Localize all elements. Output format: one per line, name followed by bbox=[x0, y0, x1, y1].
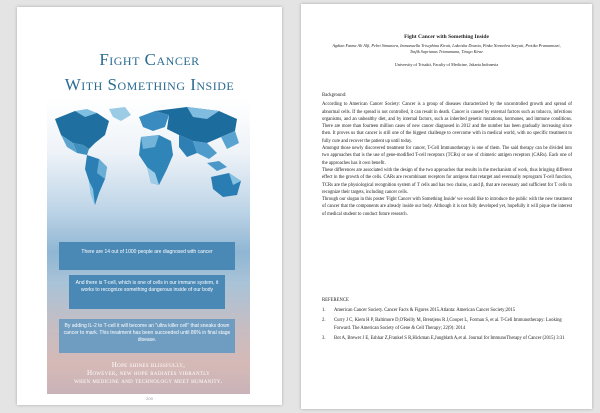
poster-panel bbox=[47, 99, 250, 394]
poster-page bbox=[17, 7, 282, 405]
world-map-illustration bbox=[47, 105, 250, 223]
page-number: 209 bbox=[146, 396, 153, 401]
author-list: Agdian Fatma Ali Alfi, Pebri Simanora, Immanuella Trisephina Kirait, Lakeisha Deania, Pinka Nennebra Suryati, Pretika Pramamsari, Tasfik Saprianus Trianamana, Tirago Kirae bbox=[332, 43, 561, 54]
slogan-line1: Hope shines blissfully, bbox=[111, 361, 186, 369]
reference-number: 2. bbox=[322, 318, 326, 324]
cancer-statistic-text: There are 14 out of 1000 people are diagnosed with cancer bbox=[81, 249, 213, 255]
tcell-info-box bbox=[69, 275, 225, 309]
body-paragraph: Amongst those newly discovered treatment for cancer, T-Cell Immunotherapy is one of them. The said therapy can be divided into two approaches that is the use of gene-modified T-cell receptors (TCRs) or use of chimeric antigen receptors (CARs). Each one of the approaches has it own benefit. bbox=[322, 146, 572, 166]
reference-heading: REFERENCE bbox=[322, 298, 349, 303]
reference-item bbox=[322, 317, 572, 332]
poster-title bbox=[17, 47, 282, 97]
body-paragraph: These differences are associated with the design of the two approaches that results in the mechanism of work, thus bringing different effect in the growth of the cells. CARs are recombinant receptors for antigens that retarget and eventually reprogram T-cell function, TCRs are the physiological recognition system of T cells and has two chains, α and β, that are necessary and sufficient for T cells to recognize their targets, including cancer cells. bbox=[322, 167, 572, 195]
slogan-line2: However, new hope radiates vibrantly bbox=[87, 369, 210, 377]
abstract-body bbox=[322, 92, 572, 218]
body-paragraph: Through our slogan in this poster 'Fight Cancer with Something Inside' we would like to introduce the public with the new treatment of cancer that the components are already inside our body. Although it is not fully developed yet, hopefully it will pique the interest of medical student to conduct future research. bbox=[322, 197, 572, 217]
reference-text: Curry J C, Kiem H P, Baltimore D,O'Reilly M, Brentjens R J,Cooper L, Forman S, et al. T-Cell Immunotherapy: Looking Forward. The American Society of Gene & Cell Therapy; 22(9): 2014 bbox=[334, 318, 562, 331]
reference-list bbox=[322, 307, 572, 345]
body-paragraph: According to American Cancer Society: Cancer is a group of diseases characterized by the uncontrolled growth and spread of abnormal cells. If the spread is not controlled, it can result in death. Cancer is caused by external factors such as tobacco, infectious organisms, and an unhealthy diet, and by internal factors, such as inherited genetic mutations, hormones, and immune conditions. There are more than fourteen million cases of new cancer diagnosed in 2012 and the number has been gradually increasing since then. It proves us that cancer is still one of the biggest challenge to overcome with in medical world, with no specific treatment to fully cure and recover the patient up until today. bbox=[322, 102, 572, 144]
treatment-info-text: By adding IL-2 to T-cell it will become an "ultra killer cell" that sneaks down cancer to mark. This treatment has been succeeded until 86% in final stage disease. bbox=[63, 323, 231, 343]
reference-item bbox=[322, 307, 572, 314]
reference-text: American Cancer Society. Cancer Facts & Figures 2015.Atlanta: American Cancer Society;2015 bbox=[334, 308, 516, 313]
affiliation: University of Trisakti, Faculty of Medicine, Jakarta Indonesia bbox=[394, 62, 499, 67]
reference-item bbox=[322, 335, 572, 342]
treatment-info-box bbox=[59, 319, 235, 353]
cancer-statistic-box bbox=[59, 242, 235, 270]
tcell-info-text: And there is T-cell, which is one of cells in our immune system, it works to recognize something dangerous inside of our body bbox=[75, 280, 219, 293]
reference-number: 1. bbox=[322, 308, 326, 313]
abstract-title: Fight Cancer with Something Inside bbox=[404, 34, 489, 40]
poster-slogan bbox=[47, 361, 250, 385]
background-heading: Background: bbox=[322, 93, 347, 98]
poster-title-line2: With Something Inside bbox=[64, 75, 235, 94]
slogan-line3: when medicine and technology meet humanity. bbox=[74, 377, 223, 385]
poster-title-line1: Fight Cancer bbox=[99, 50, 200, 69]
reference-number: 3. bbox=[322, 335, 326, 341]
reference-text: Bot A, Brewer J E, Eshhar Z,Frankel S R,Hickman E,Jungblath A,et al. Journal for ImmunoTherapy of Cancer (2015) 3:31 bbox=[334, 335, 565, 341]
abstract-page bbox=[301, 4, 592, 409]
